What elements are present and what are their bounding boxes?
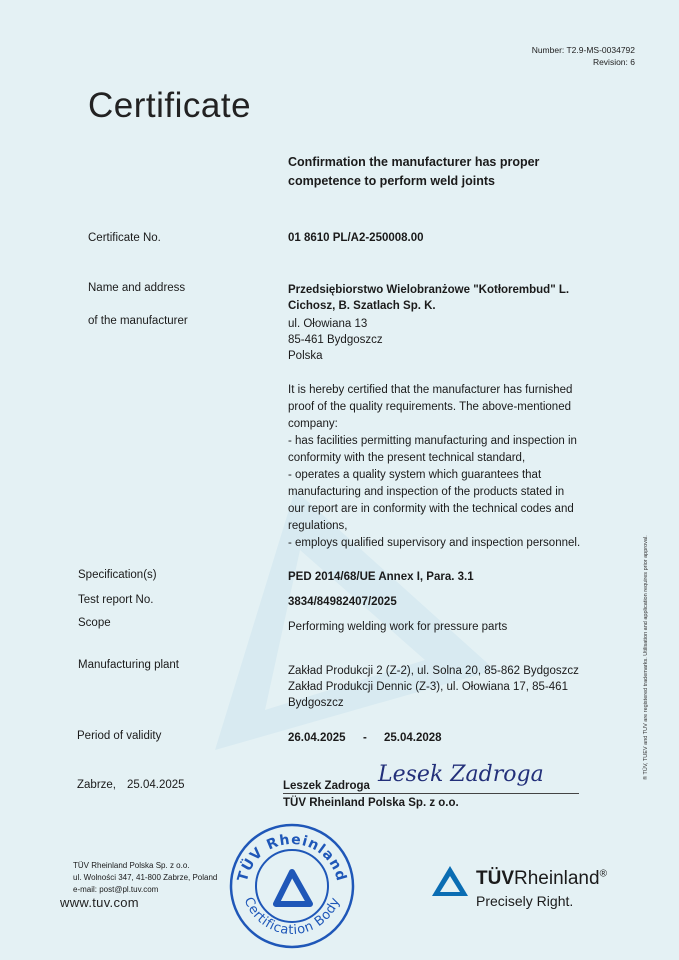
statement-line: - employs qualified supervisory and inspection personnel. [288,537,581,549]
statement-line: - has facilities permitting manufacturing and inspection in [288,435,577,447]
signature-line [283,793,579,794]
handwritten-signature [374,755,584,797]
statement-line: our report are in conformity with the technical codes and [288,503,574,515]
stamp-bottom-text: Certification Body [240,895,344,939]
plant-label: Manufacturing plant [78,659,180,671]
brand-registered-mark: ® [599,868,607,880]
brand-name [476,868,607,890]
footer-address [60,860,218,910]
manufacturer-address [288,282,569,364]
issue-date: 25.04.2025 [127,779,185,791]
subtitle-line: Confirmation the manufacturer has proper [288,155,540,169]
manufacturer-name-cont: Cichosz, B. Szatlach Sp. K. [288,300,436,312]
subtitle-line: competence to perform weld joints [288,174,495,188]
issue-place: Zabrze, [77,779,116,791]
brand-slogan: Precisely Right. [476,893,574,909]
scope-label: Scope [78,617,111,629]
test-report-value: 3834/84982407/2025 [288,596,397,608]
validity-to: 25.04.2028 [384,732,442,744]
manufacturer-label-cont: of the manufacturer [88,315,188,327]
plant-line: Zakład Produkcji Dennic (Z-3), ul. Ołowiana 17, 85-461 [288,681,568,693]
footer-website: www.tuv.com [60,895,139,910]
certificate-no-label: Certificate No. [88,232,161,244]
statement-line: regulations, [288,520,348,532]
statement-line: It is hereby certified that the manufacturer has furnished [288,384,573,396]
stamp-top-text: TÜV Rheinland [234,831,350,884]
document-number-block [532,44,635,68]
certificate-subtitle [288,153,539,191]
signatory-company: TÜV Rheinland Polska Sp. z o.o. [283,797,459,809]
validity-from: 26.04.2025 [288,732,346,744]
brand-name-rest: Rheinland [514,868,600,889]
certification-stamp-icon [228,822,356,950]
signatory-name: Leszek Zadroga [283,780,370,792]
statement-line: conformity with the present technical standard, [288,452,526,464]
manufacturer-label: Name and address [88,282,186,294]
document-revision: Revision: 6 [592,57,635,67]
footer-email: e-mail: post@pl.tuv.com [73,885,159,894]
statement-line: manufacturing and inspection of the products stated in [288,486,565,498]
footer-company: TÜV Rheinland Polska Sp. z o.o. [73,861,190,870]
test-report-label: Test report No. [78,594,154,606]
manufacturer-name: Przedsiębiorstwo Wielobranżowe "Kotłorembud" L. [288,284,570,296]
footer-street: ul. Wolności 347, 41-800 Zabrze, Poland [73,873,218,882]
tuv-triangle-logo-icon [430,864,470,898]
specification-label: Specification(s) [78,569,157,581]
trademark-note: ® TÜV, TUEV and TUV are registered trademarks. Utilisation and application requires prior approval. [643,535,649,780]
manufacturer-city: 85-461 Bydgoszcz [288,334,383,346]
manufacturer-street: ul. Ołowiana 13 [288,318,368,330]
statement-line: proof of the quality requirements. The above-mentioned [288,401,571,413]
specification-value: PED 2014/68/UE Annex I, Para. 3.1 [288,571,474,583]
statement-line: company: [288,418,338,430]
manufacturer-country: Polska [288,350,323,362]
validity-dash: - [363,732,367,744]
brand-name-bold: TÜV [476,868,514,889]
certificate-no-value: 01 8610 PL/A2-250008.00 [288,232,424,244]
validity-label: Period of validity [77,730,162,742]
signature-image-text: Lesek Zadroga [378,762,544,787]
statement-line: - operates a quality system which guarantees that [288,469,542,481]
plant-line: Zakład Produkcji 2 (Z-2), ul. Solna 20, 85-862 Bydgoszcz [288,665,579,677]
document-number: Number: T2.9-MS-0034792 [531,45,635,55]
plant-line: Bydgoszcz [288,697,344,709]
certification-statement [288,382,598,552]
scope-value: Performing welding work for pressure parts [288,621,508,633]
plant-value [288,663,579,711]
page-title: Certificate [88,86,252,125]
